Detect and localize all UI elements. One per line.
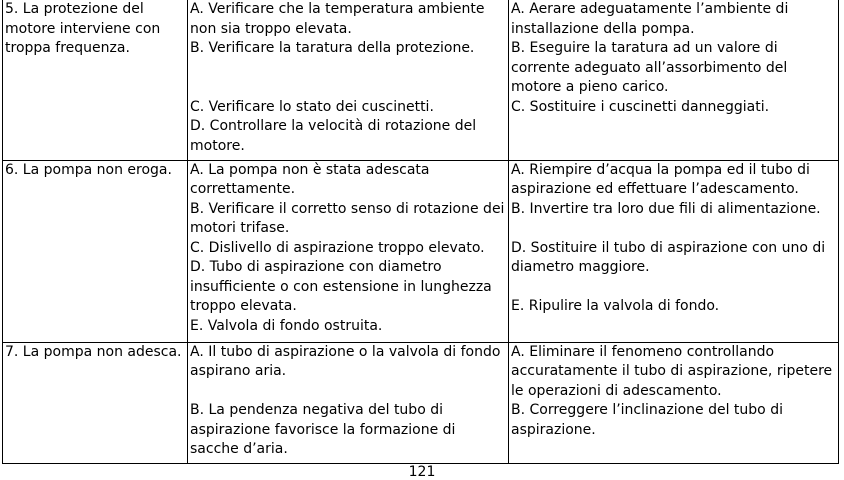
spacer xyxy=(190,78,508,98)
remedy-item-d: D. Sostituire il tubo di aspirazione con uno di diametro maggiore. xyxy=(511,239,826,275)
table-row-5 xyxy=(3,0,839,160)
problem-text: 5. La protezione del motore interviene con troppa frequenza. xyxy=(5,1,161,56)
spacer xyxy=(190,59,508,79)
remedy-item-a: A. Aerare adeguatamente l’ambiente di installazione della pompa. xyxy=(511,1,789,37)
remedy-item-b: B. Correggere l’inclinazione del tubo di aspirazione. xyxy=(511,402,783,438)
cause-item-c: C. Dislivello di aspirazione troppo elevato. xyxy=(190,239,485,256)
remedy-item-b: B. Invertire tra loro due fili di alimentazione. xyxy=(511,200,821,217)
remedy-cell xyxy=(509,160,839,342)
cause-item-e: E. Valvola di fondo ostruita. xyxy=(190,317,383,334)
troubleshooting-table xyxy=(2,0,839,464)
remedy-cell xyxy=(509,342,839,463)
problem-cell xyxy=(3,160,188,342)
remedy-item-b: B. Eseguire la taratura ad un valore di corrente adeguato all’assorbimento del motore a pieno carico. xyxy=(511,40,788,95)
cause-item-d: D. Tubo di aspirazione con diametro insufficiente o con estensione in lunghezza troppo elevata. xyxy=(190,259,492,314)
problem-text: 7. La pompa non adesca. xyxy=(5,343,182,360)
remedy-item-a: A. Riempire d’acqua la pompa ed il tubo di aspirazione ed effettuare l’adescamento. xyxy=(511,161,810,197)
page-number: 121 xyxy=(408,464,436,480)
cause-item-a: A. Verificare che la temperatura ambiente non sia troppo elevata. xyxy=(190,1,485,37)
cause-item-a: A. Il tubo di aspirazione o la valvola di fondo aspirano aria. xyxy=(190,343,501,379)
remedy-item-a: A. Eliminare il fenomeno controllando accuratamente il tubo di aspirazione, ripetere le operazioni di adescamento. xyxy=(511,343,833,399)
spacer xyxy=(511,219,838,239)
cause-cell xyxy=(188,160,509,342)
cause-item-b: B. Verificare il corretto senso di rotazione dei motori trifase. xyxy=(190,200,505,236)
table-row-6 xyxy=(3,160,839,342)
problem-cell xyxy=(3,342,188,463)
cause-cell xyxy=(188,0,509,160)
remedy-item-e: E. Ripulire la valvola di fondo. xyxy=(511,298,720,314)
spacer xyxy=(511,278,838,298)
spacer xyxy=(190,382,508,402)
remedy-item-c: C. Sostituire i cuscinetti danneggiati. xyxy=(511,98,770,115)
cause-cell xyxy=(188,342,509,463)
problem-cell xyxy=(3,0,188,160)
cause-item-a: A. La pompa non è stata adescata correttamente. xyxy=(190,161,430,197)
cause-item-b: B. La pendenza negativa del tubo di aspirazione favorisce la formazione di sacche d’aria. xyxy=(190,402,456,457)
problem-text: 6. La pompa non eroga. xyxy=(5,161,172,178)
remedy-cell xyxy=(509,0,839,160)
cause-item-c: C. Verificare lo stato dei cuscinetti. xyxy=(190,98,434,115)
cause-item-d: D. Controllare la velocità di rotazione del motore. xyxy=(190,118,477,154)
table-row-7 xyxy=(3,342,839,463)
cause-item-b: B. Verificare la taratura della protezione. xyxy=(190,40,475,56)
